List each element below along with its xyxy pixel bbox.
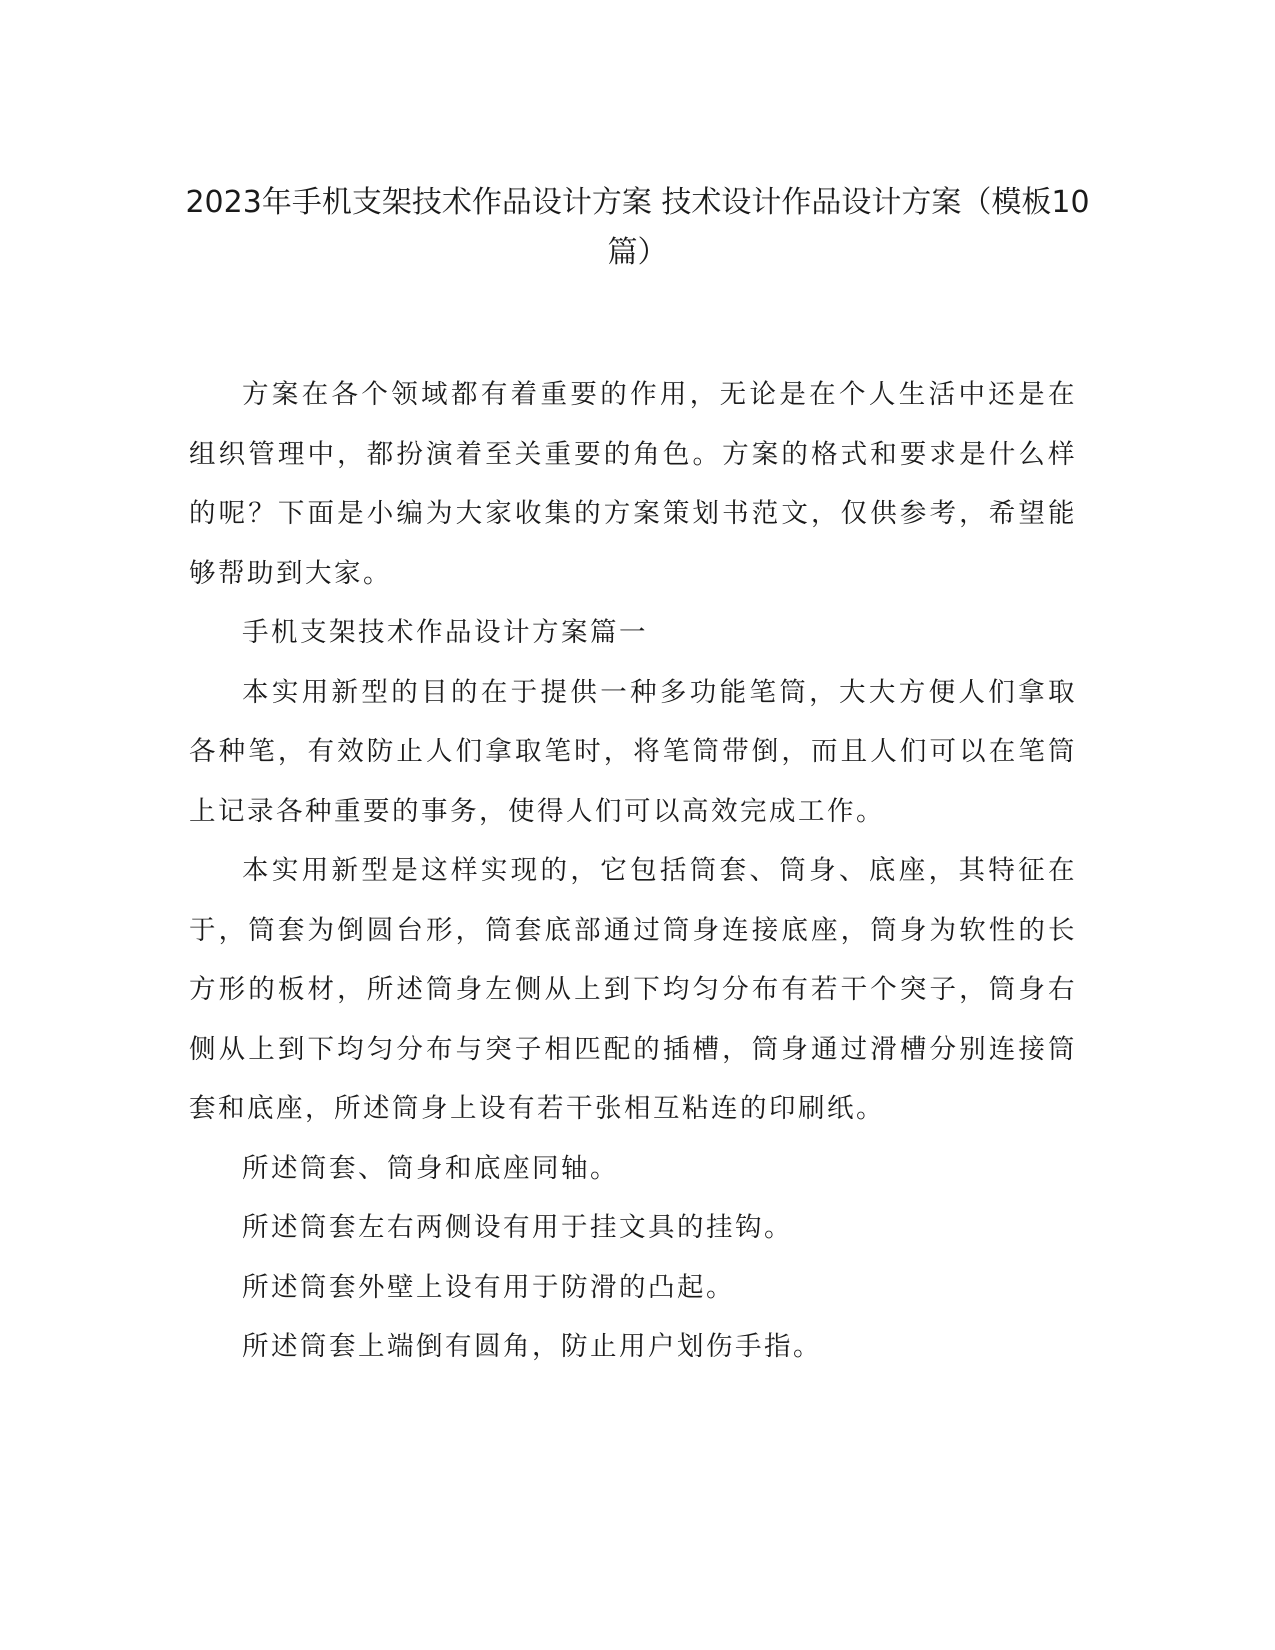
section-heading: 手机支架技术作品设计方案篇一 (242, 617, 648, 648)
paragraph-hooks: 所述筒套左右两侧设有用于挂文具的挂钩。 (242, 1212, 793, 1243)
document-body (189, 365, 1077, 1377)
paragraph-antislip: 所述筒套外壁上设有用于防滑的凸起。 (242, 1271, 735, 1303)
paragraph-intro: 方案在各个领域都有着重要的作用，无论是在个人生活中还是在组织管理中，都扮演着至关重要的角色。方案的格式和要求是什么样的呢？下面是小编为大家收集的方案策划书范文，仅供参考，希望能够帮助到大家。 (189, 379, 1077, 589)
paragraph-implementation: 本实用新型是这样实现的，它包括筒套、筒身、底座，其特征在于，筒套为倒圆台形，筒套底部通过筒身连接底座，筒身为软性的长方形的板材，所述筒身左侧从上到下均匀分布有若干个突子，筒身右侧从上到下均匀分布与突子相匹配的插槽，筒身通过滑槽分别连接筒套和底座，所述筒身上设有若干张相互粘连的印刷纸。 (189, 855, 1077, 1124)
paragraph-purpose: 本实用新型的目的在于提供一种多功能笔筒，大大方便人们拿取各种笔，有效防止人们拿取笔时，将笔筒带倒，而且人们可以在笔筒上记录各种重要的事务，使得人们可以高效完成工作。 (189, 676, 1077, 827)
paragraph-coaxial: 所述筒套、筒身和底座同轴。 (242, 1152, 619, 1184)
paragraph-rounded-edge: 所述筒套上端倒有圆角，防止用户划伤手指。 (242, 1331, 822, 1362)
document-title: 2023年手机支架技术作品设计方案 技术设计作品设计方案（模板10篇） (185, 185, 1090, 270)
